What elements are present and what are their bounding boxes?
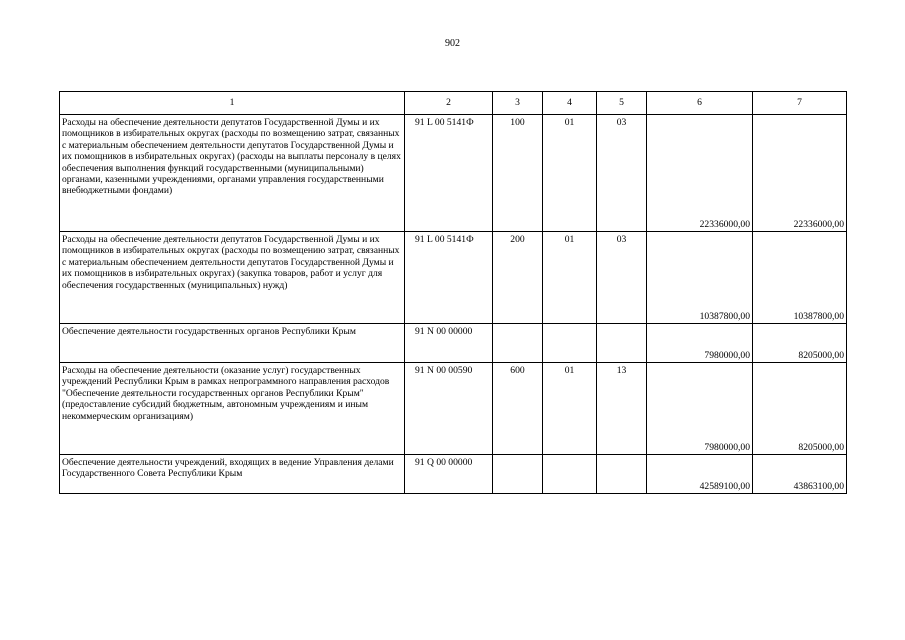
expense-type-cell (493, 324, 543, 363)
budget-table (59, 91, 847, 494)
amount-col6-cell: 7980000,00 (647, 324, 753, 363)
table-row (60, 115, 847, 232)
amount-col7-cell: 10387800,00 (753, 232, 847, 324)
section-cell: 01 (543, 232, 597, 324)
section-cell: 01 (543, 363, 597, 455)
amount-col6-cell: 7980000,00 (647, 363, 753, 455)
section-cell (543, 455, 597, 494)
amount-col7-cell: 8205000,00 (753, 324, 847, 363)
subsection-cell: 03 (597, 232, 647, 324)
target-code-cell: 91 N 00 00000 (405, 324, 493, 363)
subsection-cell: 13 (597, 363, 647, 455)
section-cell: 01 (543, 115, 597, 232)
table-row (60, 363, 847, 455)
expense-name-cell: Обеспечение деятельности учреждений, входящих в ведение Управления делами Государственного Совета Республики Крым (60, 455, 405, 494)
header-cell-7: 7 (753, 92, 847, 115)
header-cell-5: 5 (597, 92, 647, 115)
expense-name-cell: Расходы на обеспечение деятельности депутатов Государственной Думы и их помощников в избирательных округах (расходы по возмещению затрат, связанных с материальным обеспечением деятельности депутатов Государственной Думы и их помощников в избирательных округах) (расходы на выплаты персоналу в целях обеспечения выполнения функций государственными (муниципальными) органами, казенными учреждениями, органами управления государственными внебюджетными фондами) (60, 115, 405, 232)
expense-type-cell: 100 (493, 115, 543, 232)
subsection-cell: 03 (597, 115, 647, 232)
target-code-cell: 91 L 00 5141Ф (405, 232, 493, 324)
target-code-cell: 91 L 00 5141Ф (405, 115, 493, 232)
header-cell-3: 3 (493, 92, 543, 115)
header-cell-1: 1 (60, 92, 405, 115)
section-cell (543, 324, 597, 363)
subsection-cell (597, 324, 647, 363)
header-cell-6: 6 (647, 92, 753, 115)
expense-name-cell: Расходы на обеспечение деятельности (оказание услуг) государственных учреждений Республики Крым в рамках непрограммного направления расходов "Обеспечение деятельности государственных органов Республики Крым" (предоставление субсидий бюджетным, автономным учреждениям и иным некоммерческим организациям) (60, 363, 405, 455)
target-code-cell: 91 N 00 00590 (405, 363, 493, 455)
amount-col6-cell: 10387800,00 (647, 232, 753, 324)
amount-col7-cell: 43863100,00 (753, 455, 847, 494)
amount-col7-cell: 8205000,00 (753, 363, 847, 455)
header-cell-4: 4 (543, 92, 597, 115)
amount-col7-cell: 22336000,00 (753, 115, 847, 232)
table-header-row (60, 92, 847, 115)
table-row (60, 232, 847, 324)
amount-col6-cell: 42589100,00 (647, 455, 753, 494)
expense-type-cell (493, 455, 543, 494)
table-row (60, 324, 847, 363)
header-cell-2: 2 (405, 92, 493, 115)
page-number: 902 (445, 38, 460, 49)
expense-name-cell: Расходы на обеспечение деятельности депутатов Государственной Думы и их помощников в избирательных округах (расходы по возмещению затрат, связанных с материальным обеспечением деятельности депутатов Государственной Думы и их помощников в избирательных округах) (закупка товаров, работ и услуг для обеспечения государственных (муниципальных) нужд) (60, 232, 405, 324)
target-code-cell: 91 Q 00 00000 (405, 455, 493, 494)
amount-col6-cell: 22336000,00 (647, 115, 753, 232)
expense-type-cell: 200 (493, 232, 543, 324)
table-row (60, 455, 847, 494)
subsection-cell (597, 455, 647, 494)
expense-name-cell: Обеспечение деятельности государственных органов Республики Крым (60, 324, 405, 363)
expense-type-cell: 600 (493, 363, 543, 455)
